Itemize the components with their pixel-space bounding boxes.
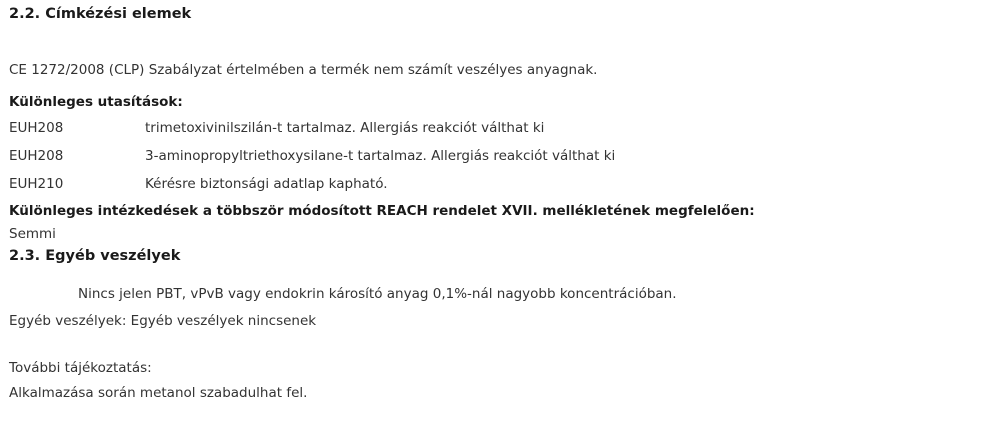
euh-statement-row [9,176,990,193]
euh-code: EUH210 [9,176,64,192]
euh-text: trimetoxivinilszilán-t tartalmaz. Allergiás reakciót válthat ki [145,120,545,136]
reach-annex-heading: Különleges intézkedések a többször módosított REACH rendelet XVII. mellékletének megfelelően: [9,203,755,219]
further-information-label: További tájékoztatás: [9,360,152,376]
euh-statement-row [9,148,990,165]
euh-code: EUH208 [9,148,64,164]
other-hazards-statement: Egyéb veszélyek: Egyéb veszélyek nincsenek [9,313,317,329]
euh-code: EUH208 [9,120,64,136]
euh-statement-row [9,120,990,137]
euh-text: Kérésre biztonsági adatlap kapható. [145,176,388,192]
reach-annex-value: Semmi [9,226,56,242]
pbt-statement: Nincs jelen PBT, vPvB vagy endokrin károsító anyag 0,1%-nál nagyobb koncentrációban. [78,286,677,302]
special-instructions-heading: Különleges utasítások: [9,94,183,110]
clp-classification-statement: CE 1272/2008 (CLP) Szabályzat értelmében a termék nem számít veszélyes anyagnak. [9,62,598,78]
euh-text: 3-aminopropyltriethoxysilane-t tartalmaz. Allergiás reakciót válthat ki [145,148,616,164]
further-information-text: Alkalmazása során metanol szabadulhat fel. [9,385,308,401]
section-2-2-title: 2.2. Címkézési elemek [9,6,192,22]
section-2-3-title: 2.3. Egyéb veszélyek [9,248,181,264]
